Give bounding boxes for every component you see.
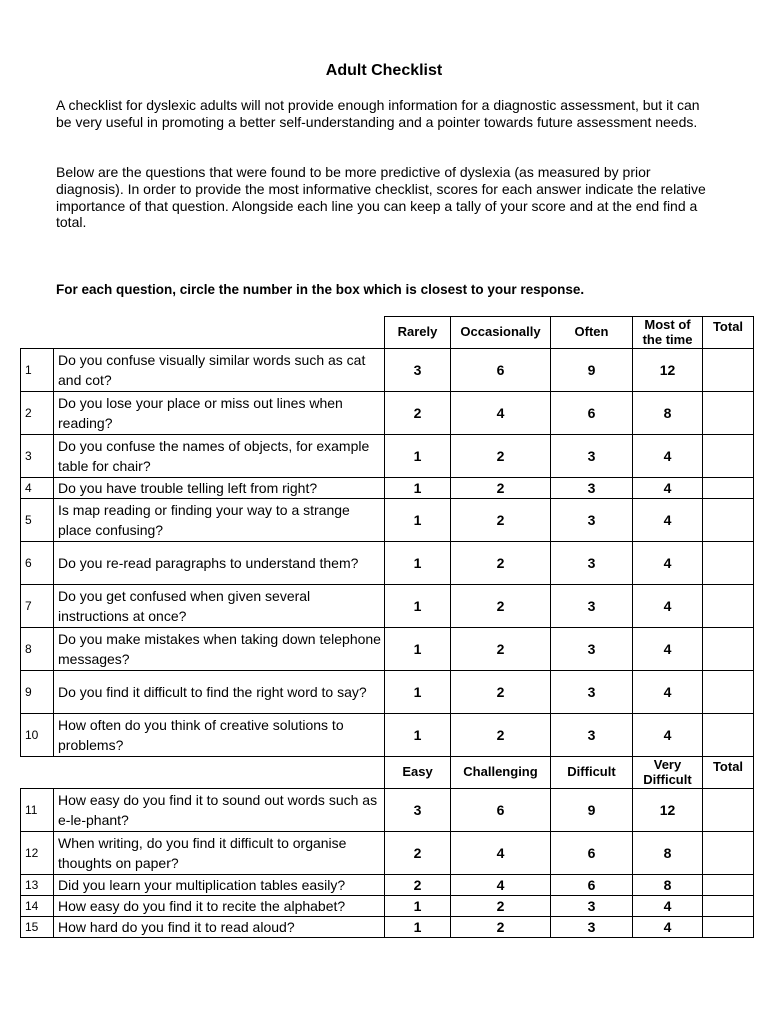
column-header: Very Difficult [633,757,703,789]
score-most[interactable]: 12 [633,349,703,392]
question-number: 9 [21,671,54,714]
question-text: How hard do you find it to read aloud? [54,917,385,938]
score-challenging[interactable]: 2 [451,896,551,917]
question-row [21,435,754,478]
column-header: Easy [385,757,451,789]
score-most[interactable]: 4 [633,671,703,714]
instruction-text: For each question, circle the number in the box which is closest to your response. [56,282,585,297]
question-number: 2 [21,392,54,435]
score-often[interactable]: 3 [551,499,633,542]
score-occasionally[interactable]: 2 [451,585,551,628]
question-text: Do you lose your place or miss out lines when reading? [54,392,385,435]
total-cell[interactable] [703,478,754,499]
page-title: Adult Checklist [325,62,443,79]
score-rarely[interactable]: 3 [385,349,451,392]
score-very-difficult[interactable]: 8 [633,832,703,875]
score-rarely[interactable]: 2 [385,392,451,435]
score-easy[interactable]: 3 [385,789,451,832]
score-often[interactable]: 3 [551,585,633,628]
question-number: 14 [21,896,54,917]
total-cell[interactable] [703,714,754,757]
total-cell[interactable] [703,875,754,896]
score-easy[interactable]: 2 [385,875,451,896]
total-cell[interactable] [703,832,754,875]
score-most[interactable]: 4 [633,435,703,478]
question-number: 3 [21,435,54,478]
total-cell[interactable] [703,349,754,392]
question-text: How often do you think of creative solutions to problems? [54,714,385,757]
score-occasionally[interactable]: 2 [451,714,551,757]
score-often[interactable]: 3 [551,478,633,499]
question-row [21,875,754,896]
score-difficult[interactable]: 6 [551,875,633,896]
question-number: 7 [21,585,54,628]
total-cell[interactable] [703,392,754,435]
score-difficult[interactable]: 3 [551,896,633,917]
question-text: Do you get confused when given several instructions at once? [54,585,385,628]
score-often[interactable]: 9 [551,349,633,392]
column-header: Often [551,317,633,349]
description-paragraph: Below are the questions that were found to be more predictive of dyslexia (as measured by prior diagnosis). In order to provide the most informative checklist, scores for each answer indicate the relative importance of that question. Alongside each line you can keep a tally of your score and at the end find a total. [56,164,706,231]
score-difficult[interactable]: 3 [551,917,633,938]
checklist-table [20,316,754,938]
question-row [21,349,754,392]
score-rarely[interactable]: 1 [385,478,451,499]
question-text: Do you have trouble telling left from right? [54,478,385,499]
question-number: 11 [21,789,54,832]
score-occasionally[interactable]: 2 [451,628,551,671]
column-header: Challenging [451,757,551,789]
question-number: 1 [21,349,54,392]
question-row [21,392,754,435]
score-easy[interactable]: 1 [385,896,451,917]
score-occasionally[interactable]: 2 [451,499,551,542]
score-difficult[interactable]: 6 [551,832,633,875]
section2-header-row [21,757,754,789]
score-rarely[interactable]: 1 [385,671,451,714]
score-rarely[interactable]: 1 [385,435,451,478]
question-number: 10 [21,714,54,757]
score-rarely[interactable]: 1 [385,542,451,585]
question-row [21,478,754,499]
question-row [21,671,754,714]
column-header: Difficult [551,757,633,789]
total-cell[interactable] [703,789,754,832]
question-row [21,917,754,938]
score-often[interactable]: 3 [551,542,633,585]
score-most[interactable]: 8 [633,392,703,435]
question-text: Do you re-read paragraphs to understand them? [54,542,385,585]
score-very-difficult[interactable]: 4 [633,917,703,938]
column-header: Occasionally [451,317,551,349]
header-spacer [21,317,385,349]
score-very-difficult[interactable]: 12 [633,789,703,832]
score-occasionally[interactable]: 4 [451,392,551,435]
question-number: 8 [21,628,54,671]
section1-header-row [21,317,754,349]
score-most[interactable]: 4 [633,628,703,671]
score-occasionally[interactable]: 6 [451,349,551,392]
question-number: 6 [21,542,54,585]
total-cell[interactable] [703,585,754,628]
question-row [21,714,754,757]
question-text: Do you make mistakes when taking down telephone messages? [54,628,385,671]
question-text: Do you confuse the names of objects, for example table for chair? [54,435,385,478]
question-row [21,542,754,585]
score-most[interactable]: 4 [633,714,703,757]
score-rarely[interactable]: 1 [385,499,451,542]
total-cell[interactable] [703,896,754,917]
score-rarely[interactable]: 1 [385,714,451,757]
question-text: Is map reading or finding your way to a strange place confusing? [54,499,385,542]
score-often[interactable]: 3 [551,671,633,714]
question-text: How easy do you find it to sound out words such as e-le-phant? [54,789,385,832]
score-easy[interactable]: 2 [385,832,451,875]
column-header: Total [703,317,754,349]
score-occasionally[interactable]: 2 [451,435,551,478]
question-row [21,896,754,917]
score-often[interactable]: 3 [551,628,633,671]
question-row [21,628,754,671]
question-number: 12 [21,832,54,875]
score-often[interactable]: 6 [551,392,633,435]
total-cell[interactable] [703,499,754,542]
question-text: Did you learn your multiplication tables easily? [54,875,385,896]
score-challenging[interactable]: 4 [451,875,551,896]
question-text: Do you confuse visually similar words such as cat and cot? [54,349,385,392]
score-very-difficult[interactable]: 8 [633,875,703,896]
score-very-difficult[interactable]: 4 [633,896,703,917]
total-cell[interactable] [703,671,754,714]
question-row [21,832,754,875]
score-most[interactable]: 4 [633,478,703,499]
question-number: 4 [21,478,54,499]
question-row [21,789,754,832]
score-challenging[interactable]: 6 [451,789,551,832]
score-most[interactable]: 4 [633,542,703,585]
score-rarely[interactable]: 1 [385,628,451,671]
question-text: How easy do you find it to recite the alphabet? [54,896,385,917]
score-challenging[interactable]: 4 [451,832,551,875]
score-difficult[interactable]: 9 [551,789,633,832]
column-header: Total [703,757,754,789]
question-row [21,585,754,628]
score-occasionally[interactable]: 2 [451,478,551,499]
score-often[interactable]: 3 [551,435,633,478]
total-cell[interactable] [703,542,754,585]
total-cell[interactable] [703,917,754,938]
score-most[interactable]: 4 [633,499,703,542]
question-number: 5 [21,499,54,542]
score-most[interactable]: 4 [633,585,703,628]
column-header: Most of the time [633,317,703,349]
score-occasionally[interactable]: 2 [451,542,551,585]
question-number: 15 [21,917,54,938]
question-number: 13 [21,875,54,896]
score-rarely[interactable]: 1 [385,585,451,628]
score-often[interactable]: 3 [551,714,633,757]
question-row [21,499,754,542]
total-cell[interactable] [703,435,754,478]
column-header: Rarely [385,317,451,349]
header-spacer [21,757,385,789]
question-text: When writing, do you find it difficult to organise thoughts on paper? [54,832,385,875]
intro-paragraph: A checklist for dyslexic adults will not provide enough information for a diagnostic assessment, but it can be very useful in promoting a better self-understanding and a pointer towards future assessment needs. [56,97,700,130]
score-easy[interactable]: 1 [385,917,451,938]
total-cell[interactable] [703,628,754,671]
question-text: Do you find it difficult to find the right word to say? [54,671,385,714]
score-occasionally[interactable]: 2 [451,671,551,714]
score-challenging[interactable]: 2 [451,917,551,938]
